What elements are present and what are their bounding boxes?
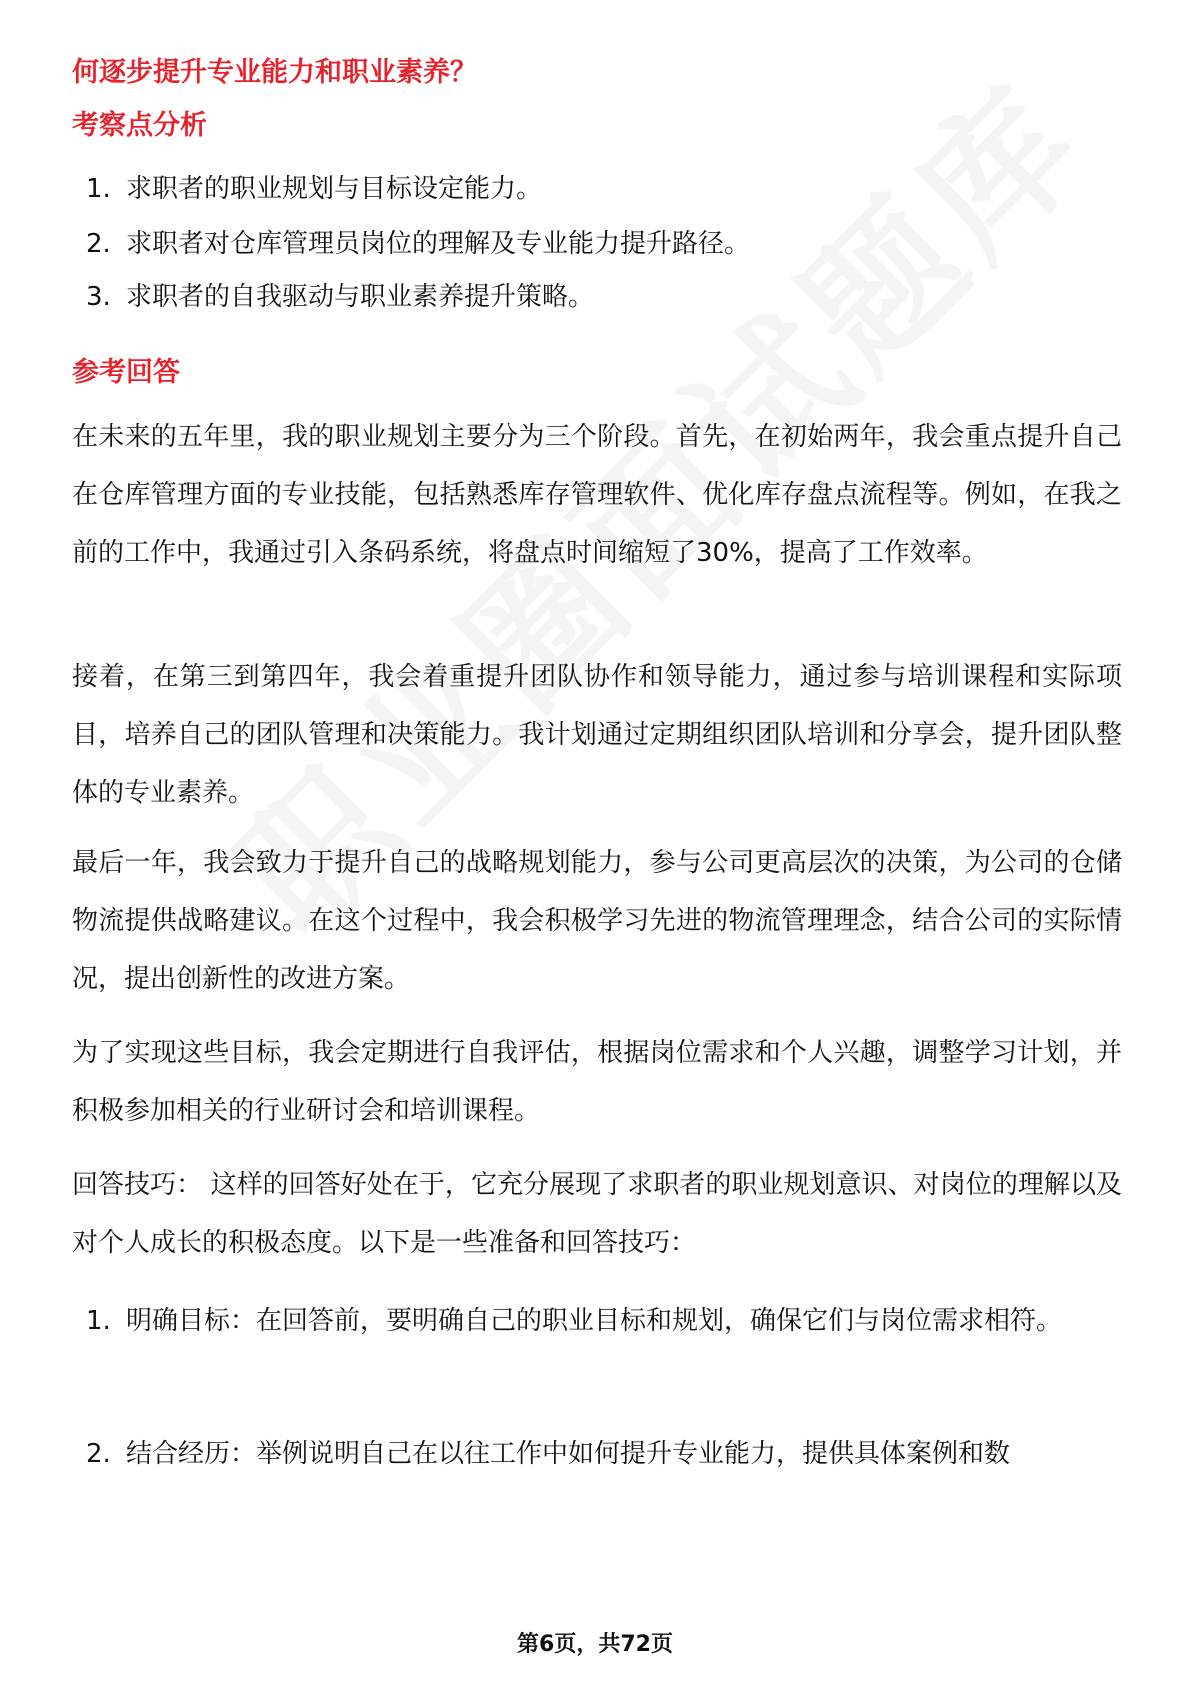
analysis-item: [86, 215, 1116, 274]
answer-paragraph: 最后一年，我会致力于提升自己的战略规划能力，参与公司更高层次的决策，为公司的仓储物流提供战略建议。在这个过程中，我会积极学习先进的物流管理理念，结合公司的实际情况，提出创新性的改进方案。: [72, 848, 1122, 994]
list-number: 1.: [86, 174, 111, 204]
analysis-item: [86, 268, 1116, 327]
page-footer: 第6页，共72页: [517, 1632, 673, 1657]
question-title: 何逐步提升专业能力和职业素养？: [72, 57, 477, 88]
tip-item: [86, 1425, 1116, 1484]
list-text: 求职者的自我驱动与职业素养提升策略。: [126, 282, 595, 312]
list-number: 1.: [86, 1306, 111, 1336]
list-number: 2.: [86, 229, 111, 259]
list-text: 求职者的职业规划与目标设定能力。: [126, 174, 543, 204]
list-number: 3.: [86, 282, 111, 312]
list-text: 求职者对仓库管理员岗位的理解及专业能力提升路径。: [126, 229, 751, 259]
analysis-item: [86, 160, 1116, 219]
analysis-heading: 考察点分析: [72, 110, 207, 141]
answer-tips-intro: 回答技巧： 这样的回答好处在于，它充分展现了求职者的职业规划意识、对岗位的理解以及对个人成长的积极态度。以下是一些准备和回答技巧：: [72, 1170, 1122, 1258]
answer-paragraph: 为了实现这些目标，我会定期进行自我评估，根据岗位需求和个人兴趣，调整学习计划，并积极参加相关的行业研讨会和培训课程。: [72, 1038, 1122, 1126]
list-text: 结合经历：举例说明自己在以往工作中如何提升专业能力，提供具体案例和数: [126, 1439, 1011, 1469]
answer-paragraph: 接着，在第三到第四年，我会着重提升团队协作和领导能力，通过参与培训课程和实际项目，培养自己的团队管理和决策能力。我计划通过定期组织团队培训和分享会，提升团队整体的专业素养。: [72, 662, 1122, 808]
answer-heading: 参考回答: [72, 357, 180, 388]
answer-paragraph: 在未来的五年里，我的职业规划主要分为三个阶段。首先，在初始两年，我会重点提升自己在仓库管理方面的专业技能，包括熟悉库存管理软件、优化库存盘点流程等。例如，在我之前的工作中，我通过引入条码系统，将盘点时间缩短了30%，提高了工作效率。: [72, 422, 1122, 568]
list-text: 明确目标：在回答前，要明确自己的职业目标和规划，确保它们与岗位需求相符。: [126, 1306, 1063, 1336]
tip-item: [86, 1292, 1116, 1351]
list-number: 2.: [86, 1439, 111, 1469]
